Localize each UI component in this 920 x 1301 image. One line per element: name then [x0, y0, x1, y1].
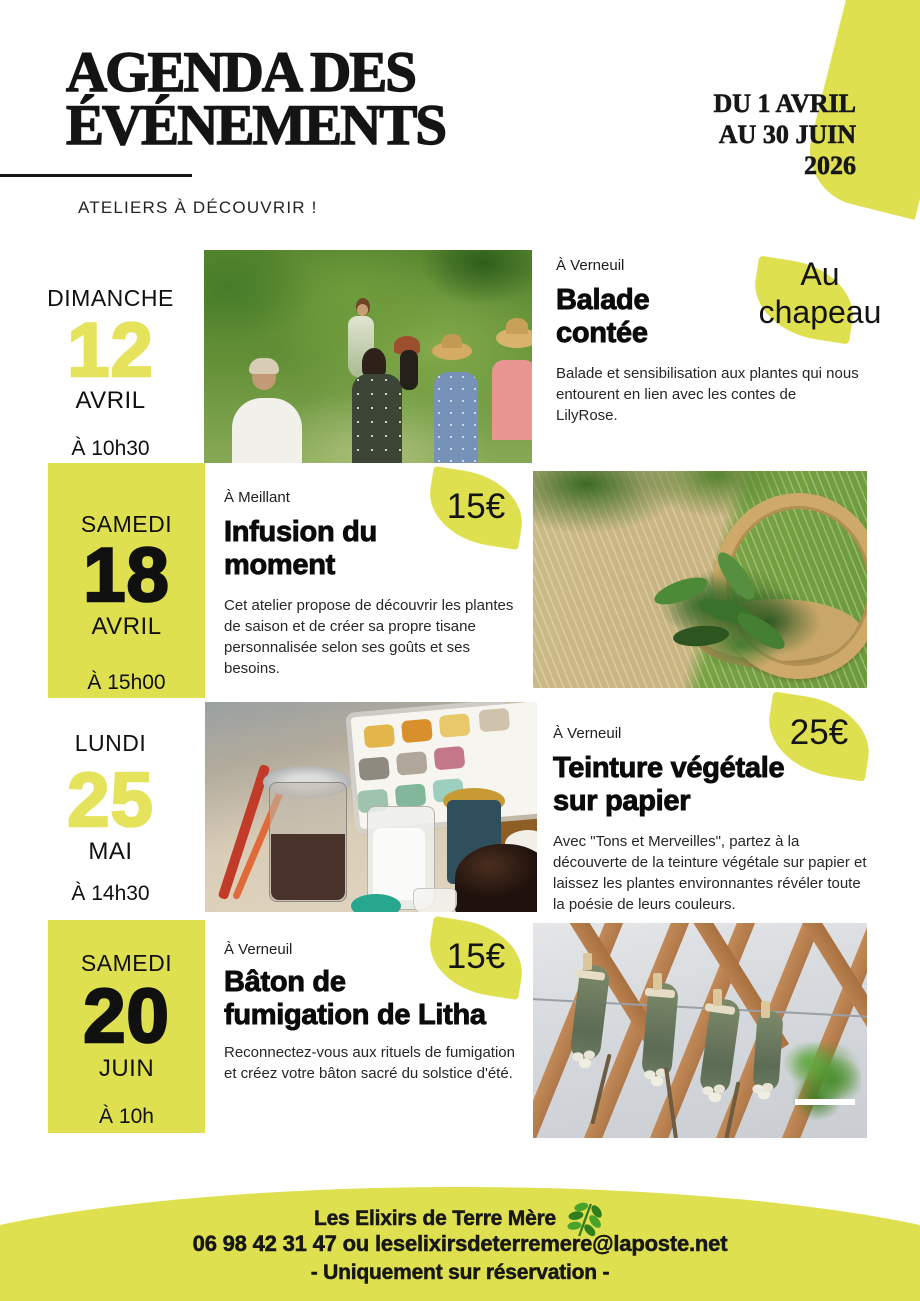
page-title-line2: ÉVÉNEMENTS: [66, 94, 446, 157]
photo-figure: [434, 372, 478, 463]
photo-figure: [442, 334, 462, 348]
footer-contact-line: 06 98 42 31 47 ou leselixirsdeterremere@laposte.net: [192, 1231, 728, 1256]
day-label: SAMEDI: [80, 950, 173, 976]
subtitle: ATELIERS À DÉCOUVRIR !: [78, 198, 318, 217]
forest-walk-photo: [204, 250, 532, 463]
month-label: AVRIL: [91, 613, 162, 640]
photo-jar-lid: [351, 894, 401, 912]
photo-figure: [492, 360, 532, 440]
day-label: LUNDI: [74, 730, 147, 756]
footer-reservation-note: - Uniquement sur réservation -: [310, 1261, 610, 1284]
photo-clothespin: [653, 973, 662, 990]
location-label: À Verneuil: [224, 941, 293, 958]
month-label: AVRIL: [75, 387, 146, 414]
photo-clothespin: [583, 953, 592, 970]
time-label: À 14h30: [71, 882, 150, 905]
location-label: À Verneuil: [553, 725, 622, 742]
event-title: Balade contée: [556, 284, 650, 349]
date-block-lundi-25: [33, 728, 188, 906]
date-range-line3: 2026: [804, 151, 856, 180]
page-title-line1: AGENDA DES: [66, 41, 415, 104]
month-label: JUIN: [98, 1055, 155, 1082]
date-range-line2: AU 30 JUIN: [718, 120, 856, 149]
time-label: À 15h00: [87, 671, 166, 694]
price-label: 15€: [446, 487, 506, 526]
photo-clothespin: [761, 1001, 770, 1018]
photo-fresh-herbs: [781, 1031, 861, 1121]
smudge-sticks-photo: [533, 923, 867, 1138]
day-label: DIMANCHE: [47, 285, 174, 311]
photo-figure: [352, 374, 402, 463]
date-block-samedi-20: [48, 920, 205, 1133]
time-label: À 10h: [99, 1105, 154, 1128]
photo-figure: [400, 350, 418, 390]
photo-clothespin: [713, 989, 722, 1006]
brand-name: Les Elixirs de Terre Mère: [313, 1207, 557, 1230]
date-number: 12: [67, 308, 154, 393]
date-number: 25: [67, 758, 154, 843]
photo-white-bar: [795, 1099, 855, 1105]
date-range: [713, 88, 856, 181]
photo-figure: [249, 358, 279, 374]
date-range-line1: DU 1 AVRIL: [713, 89, 856, 118]
location-label: À Verneuil: [556, 257, 625, 274]
event-title: Teinture végétale sur papier: [553, 752, 785, 817]
photo-jar: [455, 844, 537, 912]
title-underline: [0, 174, 192, 177]
photo-jar-content: [271, 834, 345, 900]
photo-glass: [413, 888, 457, 912]
location-label: À Meillant: [224, 489, 290, 506]
price-label: 25€: [789, 713, 849, 752]
event-description: Cet atelier propose de découvrir les plantes de saison et de créer sa propre tisane personnalisée selon ses goûts et ses besoins.: [224, 597, 514, 677]
pigment-jars-photo: [205, 702, 537, 912]
date-number: 20: [83, 974, 170, 1059]
event-description: Avec "Tons et Merveilles", partez à la découverte de la teinture végétale sur papier et laissez les plantes environnantes révéler toute la poésie de leurs couleurs.: [553, 833, 867, 913]
event-description: Reconnectez-vous aux rituels de fumigation et créez votre bâton sacré du solstice d'été.: [224, 1044, 515, 1082]
event-description: Balade et sensibilisation aux plantes qui nous entourent en lien avec les contes de LilyRose.: [556, 365, 859, 424]
photo-figure: [506, 318, 528, 334]
page-title: [66, 41, 446, 157]
price-label: 15€: [446, 937, 506, 976]
herb-basket-photo: [533, 471, 867, 688]
day-label: SAMEDI: [80, 511, 173, 537]
event-title: Infusion du moment: [224, 516, 377, 581]
date-block-samedi-18: [48, 463, 205, 698]
month-label: MAI: [88, 838, 133, 865]
price-label: Au chapeau: [758, 256, 882, 330]
photo-figure: [232, 398, 302, 463]
photo-figure: [357, 304, 368, 316]
date-block-dimanche-12: [33, 281, 188, 461]
time-label: À 10h30: [71, 437, 150, 460]
event-title: Bâton de fumigation de Litha: [224, 966, 486, 1031]
date-number: 18: [83, 533, 170, 618]
